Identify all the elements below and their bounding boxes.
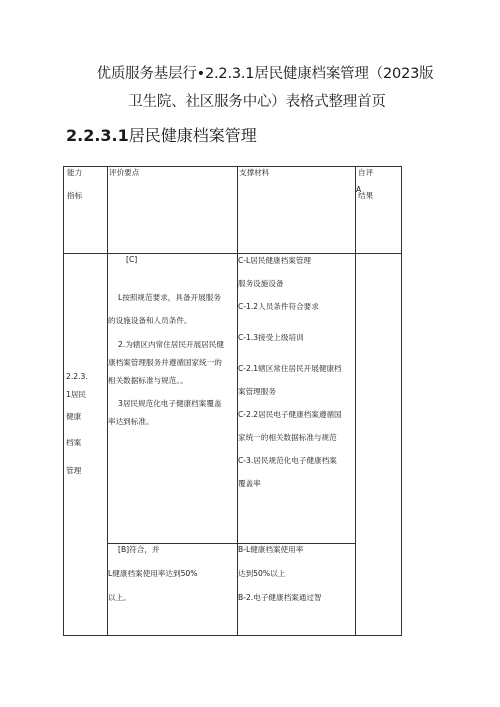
indicator-cell: [64, 254, 108, 636]
material-line: C-L居民健康档案管理: [238, 256, 312, 265]
requirement-line: 相关数据标准与规范。。: [108, 376, 188, 385]
indicator-line: 档案: [66, 438, 82, 447]
document-title-line-1: 优质服务基层行•2.2.3.1居民健康档案管理（2023版: [96, 66, 434, 82]
level-c-requirements: [108, 254, 238, 544]
requirement-line: L健康档案使用率达到50%: [108, 569, 198, 578]
table-row-level-b: [64, 544, 402, 636]
indicator-line: 管理: [66, 466, 82, 475]
header-ability-line1: 能力: [67, 168, 83, 177]
material-line: C-2.1辖区常住居民开展健康档: [238, 364, 342, 373]
header-self-line2: 结果: [358, 191, 374, 200]
indicator-line: 1居民: [66, 390, 87, 399]
evaluation-table: [63, 166, 402, 636]
material-line: C-1.2人员条件符合要求: [238, 302, 319, 311]
header-ability-line2: 指标: [67, 191, 83, 200]
header-self-evaluation: [356, 167, 402, 254]
document-title-line-2: 卫生院、社区服务中心）表格式整理首页: [128, 94, 386, 110]
material-line: C-1.3接受上级培训: [238, 333, 304, 342]
header-evaluation-points: 评价要点: [108, 167, 238, 254]
level-b-requirements: [108, 544, 238, 636]
section-number: 2.2.3.1: [66, 126, 129, 145]
requirement-line: 康档案管理服务并遵循国家统一的: [108, 358, 222, 367]
indicator-line: 健康: [66, 412, 82, 421]
requirement-line: 率达到标准。: [108, 417, 154, 426]
material-line: 达到50%以上: [238, 569, 286, 578]
level-c-label: [C]: [126, 255, 138, 264]
level-b-materials: [238, 544, 356, 636]
indicator-line: 2.2.3.: [66, 372, 88, 381]
section-text: 居民健康档案管理: [128, 126, 257, 145]
material-line: 案管理服务: [238, 387, 276, 396]
header-self-line1: 自评: [358, 168, 374, 177]
requirement-line: 2.为辖区内常住居民开展居民健: [118, 340, 224, 349]
requirement-line: L按照规范要求，具备开展服务: [118, 293, 221, 302]
material-line: B-L健康档案使用率: [238, 545, 304, 554]
material-line: B-2.电子健康档案通过智: [238, 593, 322, 602]
material-line: C-2.2居民电子健康档案遵循国: [238, 410, 342, 419]
requirement-line: 以上。: [108, 593, 131, 602]
table-header-row: [64, 167, 402, 254]
requirement-line: 3居民规范化电子健康档案覆盖: [118, 399, 222, 408]
self-result-value: A: [356, 185, 362, 194]
material-line: C-3.居民规范化电子健康档案: [238, 456, 337, 465]
header-ability-indicator: [64, 167, 108, 254]
material-line: 家统一的相关数据标准与规范: [238, 433, 337, 442]
level-b-label: [B]符合，并: [118, 545, 160, 554]
section-heading: [66, 125, 257, 147]
material-line: 覆盖率: [238, 479, 261, 488]
header-supporting-materials: 支撑材料: [238, 167, 356, 254]
material-line: 服务设施设备: [238, 279, 284, 288]
table-row-level-c: [64, 254, 402, 544]
level-c-materials: [238, 254, 356, 544]
requirement-line: 的设施设备和人员条件。: [108, 316, 192, 325]
